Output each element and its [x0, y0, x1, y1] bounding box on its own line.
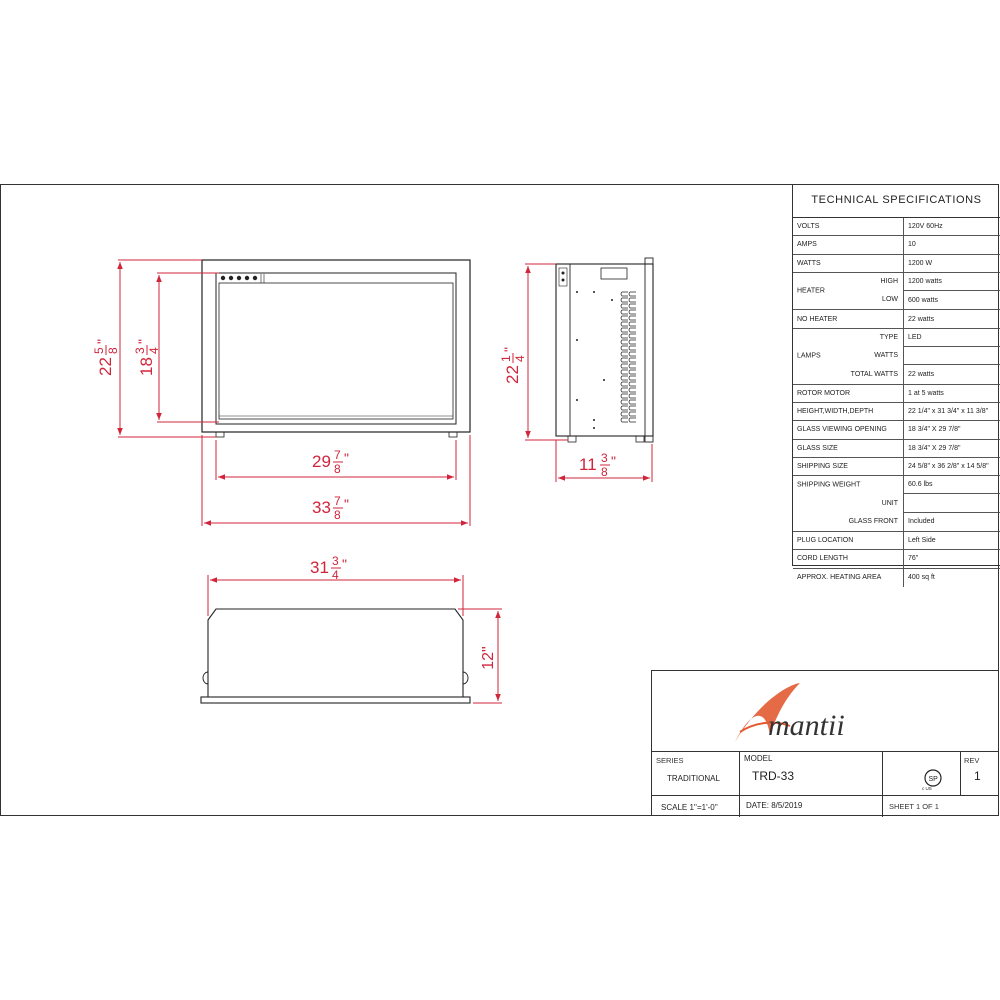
- control-button-dot: [253, 276, 257, 280]
- tb-divider: [739, 751, 740, 817]
- vent-slot: [629, 298, 636, 302]
- dimension-label-top-depth: 12": [480, 646, 497, 670]
- vent-slot: [629, 322, 636, 326]
- logo-wordmark: mantii: [768, 709, 845, 742]
- vent-slot: [629, 394, 636, 398]
- dimension-denominator: 8: [334, 462, 341, 476]
- spec-value: 60.6 lbs: [904, 476, 1000, 494]
- spec-sub-label: HIGH: [880, 278, 898, 286]
- spec-sub-label: GLASS FRONT: [848, 517, 898, 525]
- spec-row: [793, 236, 1000, 254]
- spec-row: [793, 421, 1000, 439]
- spec-value: Left Side: [908, 537, 936, 545]
- vent-slot: [629, 352, 636, 356]
- control-buttons: [221, 276, 257, 280]
- dimension-unit: ": [611, 453, 616, 469]
- side-front-trim: [645, 258, 653, 442]
- dimension-denominator: 8: [106, 347, 120, 354]
- spec-sub-label: TYPE: [879, 333, 898, 341]
- technical-specifications-table: [792, 184, 1000, 582]
- model-label: MODEL: [744, 754, 773, 763]
- dimension-numerator: 3: [133, 347, 147, 354]
- vent-slot: [629, 316, 636, 320]
- dimension-label-glass-height: [133, 339, 161, 376]
- spec-row-group: [793, 329, 1000, 385]
- sheet-text: SHEET 1 OF 1: [889, 802, 939, 811]
- spec-label: ROTOR MOTOR: [793, 385, 904, 402]
- dimension-numerator: 7: [334, 448, 341, 462]
- csa-certification-icon: [920, 766, 946, 794]
- spec-sub-label: LOW: [882, 296, 898, 304]
- vent-slot: [621, 322, 628, 326]
- spec-label: NO HEATER: [793, 310, 904, 327]
- spec-value: 10: [908, 241, 916, 249]
- vent-slot: [629, 370, 636, 374]
- dimension-denominator: 4: [147, 347, 161, 354]
- front-view: [202, 260, 470, 437]
- spec-value: 18 3/4" X 29 7/8": [908, 444, 961, 452]
- vent-slot: [629, 388, 636, 392]
- vent-slot: [621, 388, 628, 392]
- spec-row: [793, 532, 1000, 550]
- vent-slot: [629, 292, 636, 296]
- spec-row-group: [793, 273, 1000, 311]
- dimension-unit: ": [344, 450, 349, 466]
- control-button-dot: [229, 276, 233, 280]
- vent-slot: [629, 340, 636, 344]
- vent-slot: [629, 364, 636, 368]
- spec-table-body: [793, 218, 1000, 587]
- vent-slot: [629, 358, 636, 362]
- vent-slot: [621, 292, 628, 296]
- vent-slot: [621, 316, 628, 320]
- spec-value: 76": [908, 555, 919, 563]
- front-outer-frame: [202, 260, 470, 432]
- spec-sub-label: UNIT: [881, 499, 898, 507]
- date-text: DATE: 8/5/2019: [746, 801, 803, 810]
- vent-slot: [629, 400, 636, 404]
- spec-sub-label: WATTS: [874, 352, 898, 360]
- front-inner-frame: [216, 273, 456, 424]
- spec-value: 18 3/4" X 29 7/8": [908, 426, 961, 434]
- vent-slot: [621, 334, 628, 338]
- control-button-dot: [237, 276, 241, 280]
- spec-label: SHIPPING SIZE: [793, 458, 904, 475]
- svg-text:c US: c US: [922, 786, 932, 791]
- tb-divider: [960, 751, 961, 796]
- vent-slot: [621, 370, 628, 374]
- dimension-denominator: 8: [334, 508, 341, 522]
- vent-slot: [621, 394, 628, 398]
- control-button-dot: [221, 276, 225, 280]
- dimension-denominator: 4: [513, 355, 527, 362]
- vent-slot: [629, 412, 636, 416]
- spec-value: Included: [908, 518, 935, 526]
- spec-value: 1200 W: [908, 259, 933, 267]
- spec-label: PLUG LOCATION: [793, 532, 904, 549]
- spec-value: 24 5/8" x 36 2/8" x 14 5/8": [908, 463, 989, 470]
- vent-slot: [621, 310, 628, 314]
- dimension-label-top-width: [310, 554, 347, 582]
- spec-value: 22 watts: [908, 315, 935, 323]
- spec-row: [793, 218, 1000, 236]
- vent-slot: [621, 382, 628, 386]
- spec-value: 600 watts: [908, 296, 938, 304]
- front-dimension-lines: [118, 260, 470, 526]
- title-block: [651, 670, 999, 816]
- dimension-denominator: 8: [601, 465, 608, 479]
- front-foot-left: [216, 432, 224, 437]
- scale-text: SCALE 1''=1'-0'': [661, 803, 718, 812]
- spec-sub-label: TOTAL WATTS: [850, 370, 898, 378]
- series-label: SERIES: [656, 756, 684, 765]
- vent-slot: [621, 364, 628, 368]
- vent-slot: [621, 304, 628, 308]
- spec-row: [793, 569, 1000, 587]
- dimension-numerator: 3: [332, 554, 339, 568]
- vent-slot: [629, 328, 636, 332]
- vent-slot: [629, 406, 636, 410]
- spec-row: [793, 310, 1000, 328]
- spec-row-group: [793, 476, 1000, 532]
- spec-value: 22 1/4" x 31 3/4" x 11 3/8": [908, 408, 989, 416]
- dimension-label-glass-width: [312, 448, 349, 476]
- spec-label: SHIPPING WEIGHT: [797, 481, 861, 489]
- glass-viewing-area: [219, 283, 453, 419]
- dimension-whole: 22: [96, 357, 115, 376]
- spec-value: LED: [904, 329, 1000, 347]
- rev-value: 1: [974, 769, 981, 783]
- dimension-numerator: 3: [601, 451, 608, 465]
- vent-slot: [621, 346, 628, 350]
- top-body: [208, 609, 463, 697]
- vent-slot: [621, 406, 628, 410]
- spec-value: 400 sq ft: [908, 574, 935, 582]
- dimension-whole: 22: [503, 365, 522, 384]
- dimension-label-side-height: [499, 347, 527, 384]
- vent-slot: [621, 358, 628, 362]
- top-dimension-lines: [208, 575, 502, 703]
- vent-slot: [621, 376, 628, 380]
- vent-slot: [621, 418, 628, 422]
- spec-value: [904, 347, 1000, 365]
- vent-slot: [621, 400, 628, 404]
- front-foot-right: [449, 432, 457, 437]
- svg-text:SP: SP: [928, 776, 938, 783]
- spec-row: [793, 458, 1000, 476]
- rev-label: REV: [964, 756, 980, 765]
- top-view: [201, 609, 470, 703]
- spec-value: [904, 494, 1000, 512]
- spec-label: HEIGHT,WIDTH,DEPTH: [793, 403, 904, 420]
- spec-label: HEATER: [797, 287, 825, 295]
- dimension-unit: ": [135, 339, 151, 344]
- dimension-numerator: 7: [334, 494, 341, 508]
- dimension-numerator: 5: [92, 347, 106, 354]
- vent-slot: [621, 340, 628, 344]
- side-back-panel: [556, 264, 570, 436]
- vent-slot: [629, 334, 636, 338]
- dimension-whole: 11: [579, 455, 597, 474]
- dimension-label-overall-width: [312, 494, 349, 522]
- dimension-whole: 29: [312, 452, 331, 471]
- dimension-unit: ": [344, 496, 349, 512]
- dimension-unit: ": [94, 339, 110, 344]
- control-button-dot: [245, 276, 249, 280]
- vent-slot: [629, 418, 636, 422]
- spec-row: [793, 440, 1000, 458]
- dimension-numerator: 1: [499, 355, 513, 362]
- spec-value: 120V 60Hz: [908, 223, 943, 231]
- series-value: TRADITIONAL: [667, 774, 720, 783]
- title-block-logo-area: [652, 671, 999, 752]
- vent-slot: [629, 304, 636, 308]
- spec-value: 22 watts: [908, 371, 935, 379]
- top-front-trim: [201, 697, 470, 703]
- spec-label: APPROX. HEATING AREA: [793, 569, 904, 587]
- vent-slot: [621, 352, 628, 356]
- dimension-whole: 31: [310, 558, 329, 577]
- spec-table-title: TECHNICAL SPECIFICATIONS: [793, 184, 1000, 218]
- spec-label: CORD LENGTH: [793, 550, 904, 567]
- side-label-plate: [601, 268, 627, 279]
- spec-value: 1200 watts: [904, 273, 1000, 291]
- side-screw-dots: [562, 272, 614, 430]
- side-view: [556, 258, 653, 442]
- side-body: [556, 264, 653, 436]
- dimension-unit: ": [342, 556, 347, 572]
- spec-row: [793, 255, 1000, 273]
- spec-label: AMPS: [793, 236, 904, 253]
- vent-slot: [629, 382, 636, 386]
- spec-label: VOLTS: [793, 218, 904, 235]
- vent-slot: [621, 328, 628, 332]
- vent-slot: [621, 298, 628, 302]
- vent-slot: [629, 346, 636, 350]
- vent-slot: [621, 412, 628, 416]
- dimension-unit: ": [501, 347, 517, 352]
- spec-value: 1 at 5 watts: [908, 389, 944, 397]
- spec-row: [793, 550, 1000, 568]
- spec-row: [793, 385, 1000, 403]
- side-vent-slots: [621, 292, 636, 422]
- dimension-label-front-height: [92, 339, 120, 376]
- dimension-denominator: 4: [332, 568, 339, 582]
- side-dimension-lines: [525, 264, 652, 482]
- tb-divider: [652, 795, 999, 796]
- vent-slot: [629, 310, 636, 314]
- vent-slot: [629, 376, 636, 380]
- model-value: TRD-33: [752, 769, 795, 783]
- spec-label: GLASS VIEWING OPENING: [793, 421, 904, 438]
- dimension-whole: 33: [312, 498, 331, 517]
- tb-divider: [882, 751, 883, 817]
- dimension-whole: 18: [137, 357, 156, 376]
- spec-label: LAMPS: [797, 352, 821, 360]
- spec-label: WATTS: [793, 255, 904, 272]
- dimension-label-depth: [579, 451, 616, 479]
- spec-row: [793, 403, 1000, 421]
- spec-label: GLASS SIZE: [793, 440, 904, 457]
